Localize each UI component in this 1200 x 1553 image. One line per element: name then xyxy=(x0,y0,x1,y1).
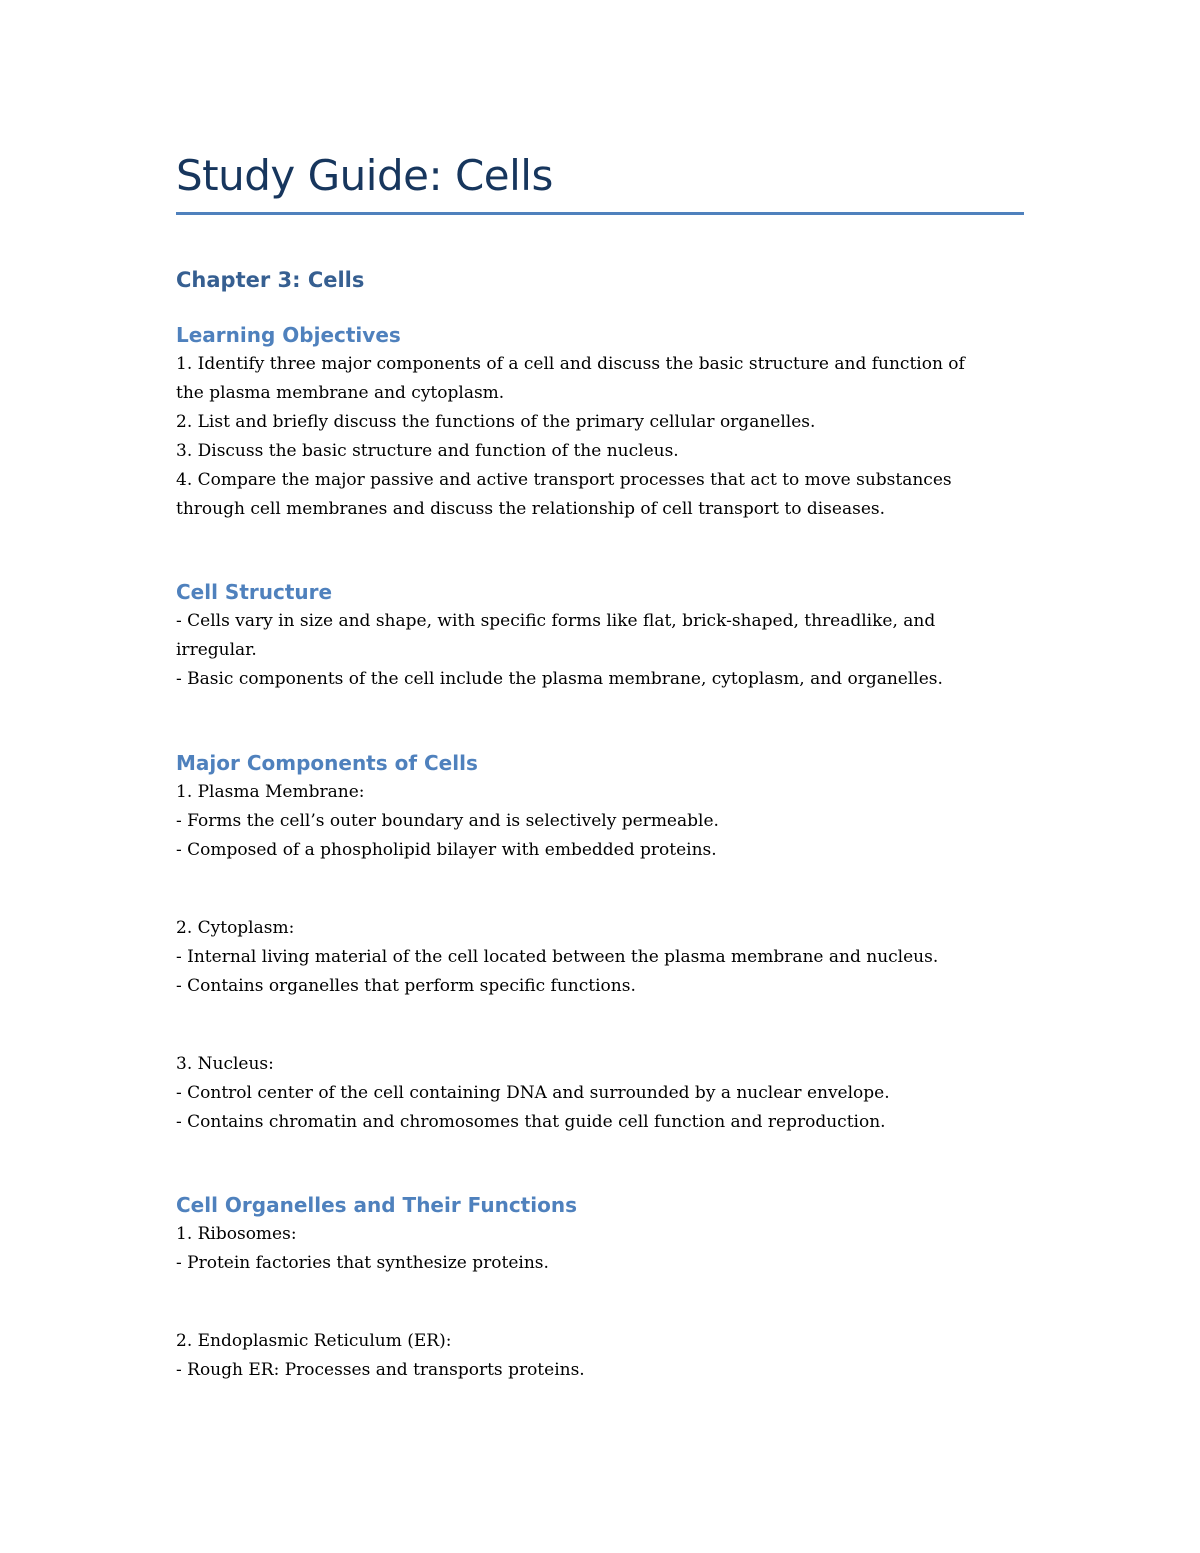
learning-objectives-section xyxy=(176,320,1026,524)
objective-line: the plasma membrane and cytoplasm. xyxy=(176,383,505,403)
objective-line: through cell membranes and discuss the relationship of cell transport to diseases. xyxy=(176,499,886,519)
organelle-line: - Rough ER: Processes and transports proteins. xyxy=(176,1360,585,1380)
component-line: - Composed of a phospholipid bilayer with embedded proteins. xyxy=(176,840,717,860)
ribosomes-group xyxy=(176,1220,1026,1278)
organelles-heading: Cell Organelles and Their Functions xyxy=(176,1193,577,1217)
objective-line: 1. Identify three major components of a cell and discuss the basic structure and function of xyxy=(176,354,965,374)
plasma-membrane-group xyxy=(176,778,1026,865)
objective-line: 2. List and briefly discuss the functions of the primary cellular organelles. xyxy=(176,412,816,432)
cell-structure-line: - Basic components of the cell include the plasma membrane, cytoplasm, and organelles. xyxy=(176,669,943,689)
organelle-title: 1. Ribosomes: xyxy=(176,1224,297,1244)
cytoplasm-group xyxy=(176,914,1026,1001)
nucleus-group xyxy=(176,1050,1026,1137)
learning-objectives-heading: Learning Objectives xyxy=(176,323,401,347)
organelles-section xyxy=(176,1190,1026,1385)
objective-line: 4. Compare the major passive and active transport processes that act to move substances xyxy=(176,470,952,490)
major-components-heading: Major Components of Cells xyxy=(176,751,478,775)
title-underline xyxy=(176,212,1024,215)
document-content xyxy=(176,140,1026,1385)
component-title: 1. Plasma Membrane: xyxy=(176,782,365,802)
organelle-title: 2. Endoplasmic Reticulum (ER): xyxy=(176,1331,452,1351)
cell-structure-section xyxy=(176,577,1026,694)
document-title: Study Guide: Cells xyxy=(176,151,553,200)
component-title: 3. Nucleus: xyxy=(176,1054,274,1074)
chapter-heading: Chapter 3: Cells xyxy=(176,268,365,292)
component-line: - Contains organelles that perform specific functions. xyxy=(176,976,636,996)
component-line: - Contains chromatin and chromosomes that guide cell function and reproduction. xyxy=(176,1112,886,1132)
cell-structure-line: - Cells vary in size and shape, with specific forms like flat, brick-shaped, threadlike, and xyxy=(176,611,936,631)
endoplasmic-reticulum-group xyxy=(176,1327,1026,1385)
component-line: - Forms the cell’s outer boundary and is selectively permeable. xyxy=(176,811,719,831)
cell-structure-heading: Cell Structure xyxy=(176,580,333,604)
cell-structure-line: irregular. xyxy=(176,640,257,660)
organelle-line: - Protein factories that synthesize proteins. xyxy=(176,1253,549,1273)
component-line: - Control center of the cell containing DNA and surrounded by a nuclear envelope. xyxy=(176,1083,890,1103)
component-line: - Internal living material of the cell located between the plasma membrane and nucleus. xyxy=(176,947,939,967)
objective-line: 3. Discuss the basic structure and function of the nucleus. xyxy=(176,441,679,461)
major-components-section xyxy=(176,748,1026,1137)
component-title: 2. Cytoplasm: xyxy=(176,918,295,938)
